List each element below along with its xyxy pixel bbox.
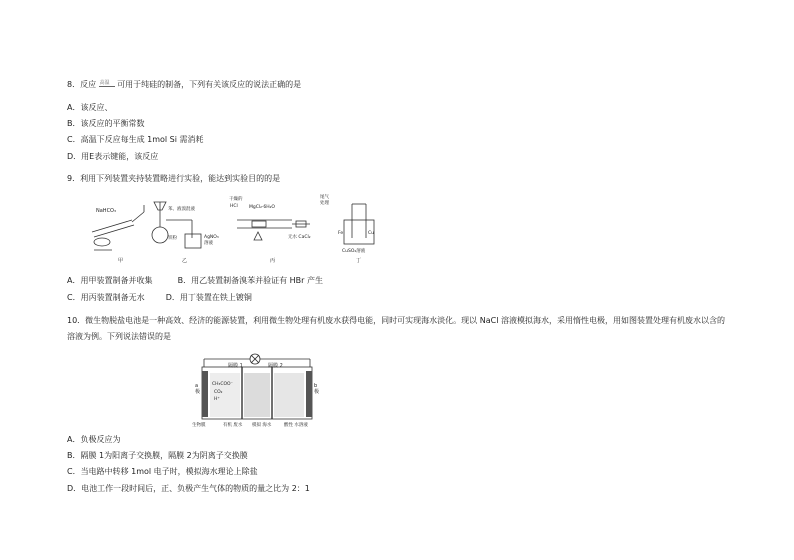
q9-options-row-2	[67, 293, 252, 303]
yi-top-label: 苯、液溴混液	[168, 207, 195, 212]
species-acetate: CH₃COO⁻	[212, 382, 233, 387]
q8-stem	[67, 80, 301, 90]
q9-option-d: D．用丁装置在铁上镀铜	[165, 293, 252, 302]
q8-option-b: B．该反应的平衡常数	[67, 119, 145, 128]
bing-hcl-label: HCl	[230, 204, 238, 209]
species-h-plus: H⁺	[214, 397, 220, 402]
bottom-label-acid-solution: 酸性 水溶液	[284, 423, 308, 428]
label-bing: 丙	[270, 258, 276, 264]
yi-iron-label: 铁粉	[168, 236, 177, 241]
q8-reaction-arrow	[99, 81, 115, 89]
q10-option-b: B．隔膜 1为阳离子交换膜，隔膜 2为阴离子交换膜	[67, 451, 248, 460]
right-pole-label: 极	[314, 389, 320, 395]
q10-option-c: C．当电路中转移 1mol 电子时，模拟海水理论上除盐	[67, 467, 258, 476]
q9-stem: 9．利用下列装置夹持装置略进行实验，能达到实验目的的是	[67, 174, 281, 183]
species-co2: CO₂	[214, 390, 223, 395]
bottom-label-sea-water: 模拟 海水	[252, 423, 272, 428]
left-pole-label: 极	[195, 389, 201, 395]
q10-stem-line-2: 溶液为例。下列说法错误的是	[67, 332, 171, 341]
q9-option-b: B．用乙装置制备溴苯并验证有 HBr 产生	[177, 276, 323, 285]
ding-fe-label: Fe	[338, 231, 344, 236]
q8-stem-prefix: 8．反应	[67, 80, 97, 89]
q8-option-a: A．该反应、	[67, 103, 113, 112]
q9-options-row-1	[67, 276, 323, 286]
bing-salt-label: MgCl₂·6H₂O	[249, 205, 275, 210]
q8-option-c: C．高温下反应每生成 1mol Si 需消耗	[67, 135, 204, 144]
q9-option-a: A．用甲装置制备并收集	[67, 276, 153, 285]
q10-option-a: A．负极反应为	[67, 435, 121, 444]
membrane-1-label: 隔膜 1	[228, 363, 243, 369]
right-electrode-label: b	[314, 383, 318, 389]
bing-tail-label-1: 尾气	[320, 195, 329, 200]
bing-gas-label: 干燥的	[229, 197, 243, 202]
q9-apparatus-figure	[82, 190, 392, 265]
label-yi: 乙	[182, 258, 188, 264]
ding-cu-label: Cu	[368, 231, 374, 236]
bottom-label-organic-water: 有机 废水	[223, 423, 243, 428]
q8-stem-suffix: 可用于纯硅的制备，下列有关该反应的说法正确的是	[117, 80, 302, 89]
left-electrode-label: a	[195, 383, 199, 389]
q10-option-d: D．电池工作一段时间后，正、负极产生气体的物质的量之比为 2：1	[67, 484, 310, 493]
label-ding: 丁	[356, 258, 362, 264]
yi-solution-label: 溶液	[204, 241, 213, 246]
q8-option-d: D．用E表示键能，该反应	[67, 152, 159, 161]
membrane-2-label: 隔膜 2	[268, 363, 283, 369]
q10-stem-line-1: 10．微生物脱盐电池是一种高效、经济的能源装置，利用微生物处理有机废水获得电能，同时可实现海水淡化。现以 NaCl 溶液模拟海水，采用惰性电极，用如图装置处理有机废水以含的	[67, 316, 725, 325]
q8-arrow-condition: 高温	[99, 79, 110, 86]
q10-cell-figure	[190, 351, 325, 433]
q9-option-c: C．用丙装置制备无水	[67, 293, 145, 302]
ding-solution-label: CuSO₄溶液	[342, 249, 366, 254]
yi-agno3-label: AgNO₃	[204, 235, 219, 240]
bing-cacl2-label: 无水 CaCl₂	[288, 235, 311, 240]
jia-reagent: NaHCO₃	[96, 208, 116, 214]
label-jia: 甲	[118, 258, 124, 264]
bottom-label-biofilm: 生物膜	[192, 423, 206, 428]
bing-tail-label-2: 处理	[320, 201, 329, 206]
